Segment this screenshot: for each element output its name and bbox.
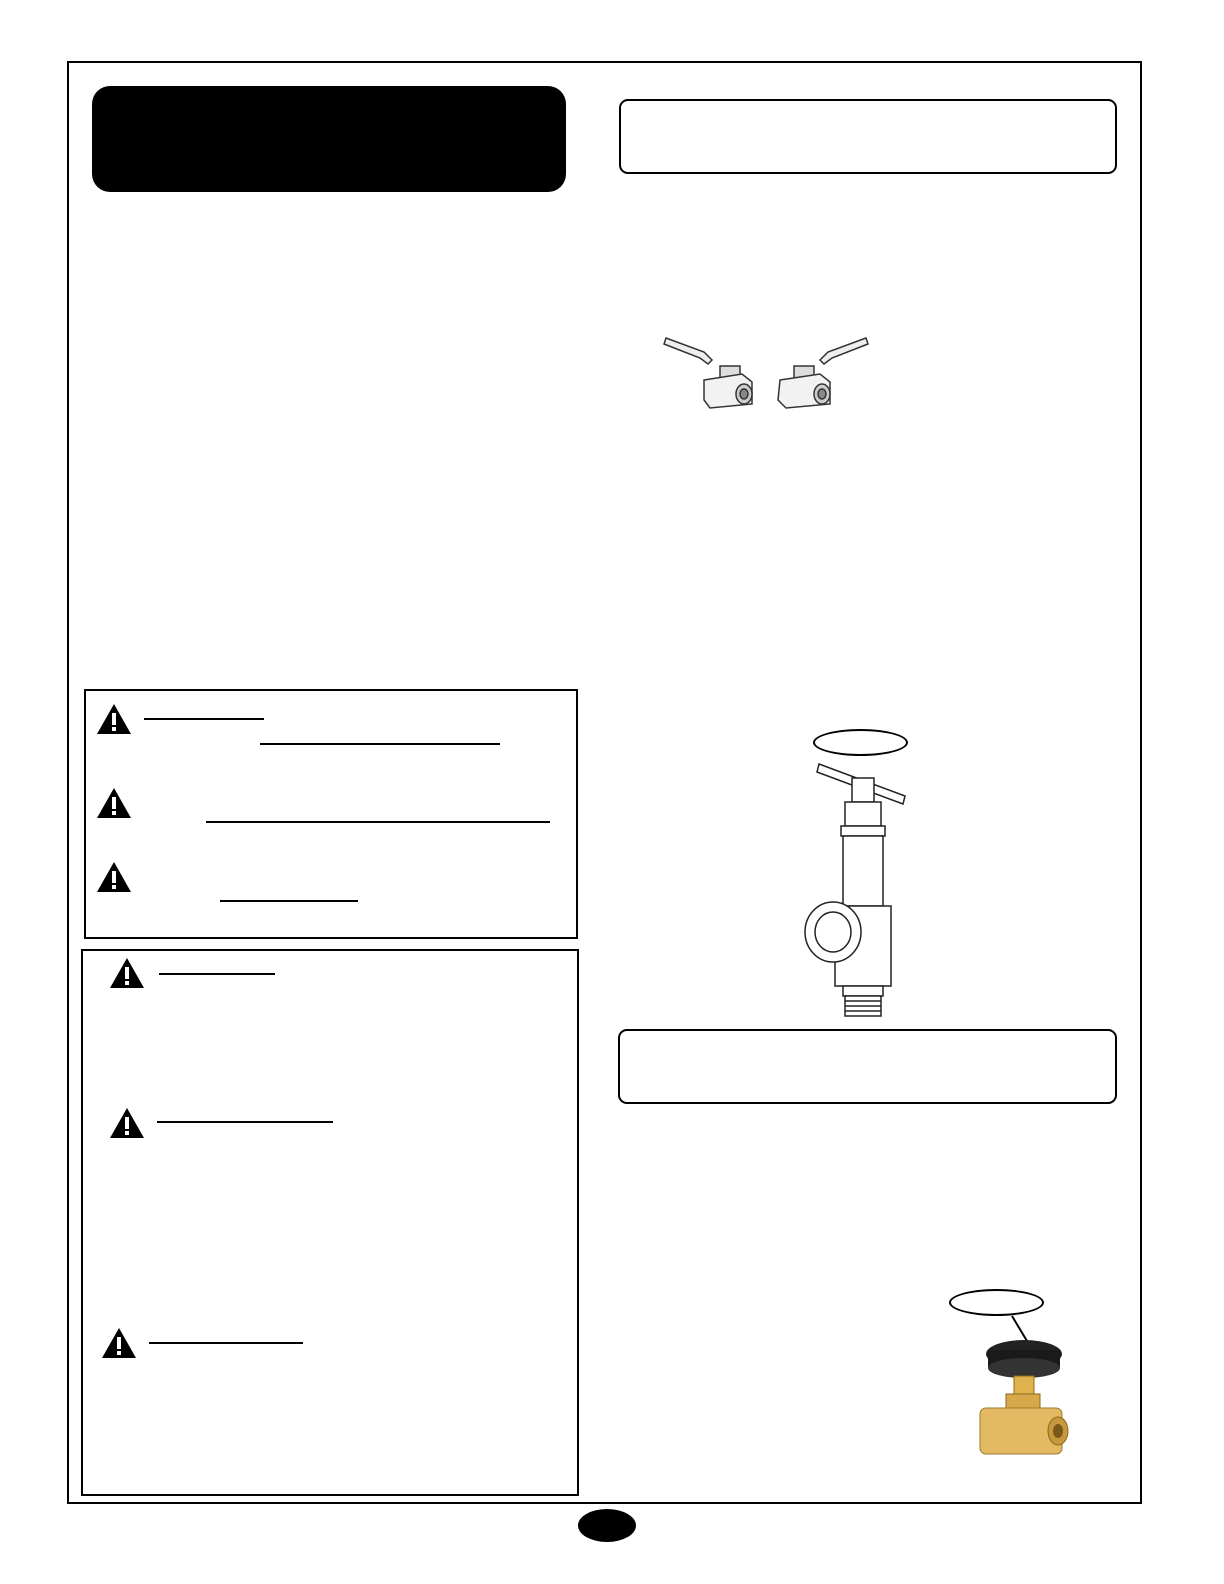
- warning-3-underline: [220, 900, 358, 902]
- warning-triangle-icon: [96, 787, 132, 819]
- warning-box-1: [84, 689, 578, 939]
- relief-valve-figure: [795, 760, 937, 1020]
- warning-triangle-icon: [101, 1327, 137, 1359]
- caution-3-heading-rule: [149, 1342, 303, 1344]
- warning-triangle-icon: [96, 703, 132, 735]
- needle-valve-figure: [974, 1338, 1074, 1464]
- section-header-box-middle: [618, 1029, 1117, 1104]
- relief-valve-icon: [795, 760, 937, 1020]
- warning-triangle-icon: [109, 957, 145, 989]
- ball-valve-pair-figure: [660, 330, 872, 412]
- caution-2-heading-rule: [157, 1121, 333, 1123]
- warning-triangle-icon: [96, 861, 132, 893]
- needle-valve-callout: [949, 1289, 1044, 1316]
- warning-2-underline: [206, 821, 550, 823]
- relief-valve-callout: [813, 729, 908, 756]
- ball-valve-pair-icon: [660, 330, 872, 412]
- section-header-box-top: [619, 99, 1117, 174]
- warning-box-2: [81, 949, 579, 1496]
- title-banner: [92, 86, 566, 192]
- warning-1-heading-rule: [144, 718, 264, 720]
- needle-valve-icon: [974, 1338, 1074, 1464]
- page-number-badge: [578, 1509, 636, 1542]
- warning-1-underline: [260, 743, 500, 745]
- warning-triangle-icon: [109, 1107, 145, 1139]
- caution-1-heading-rule: [159, 973, 275, 975]
